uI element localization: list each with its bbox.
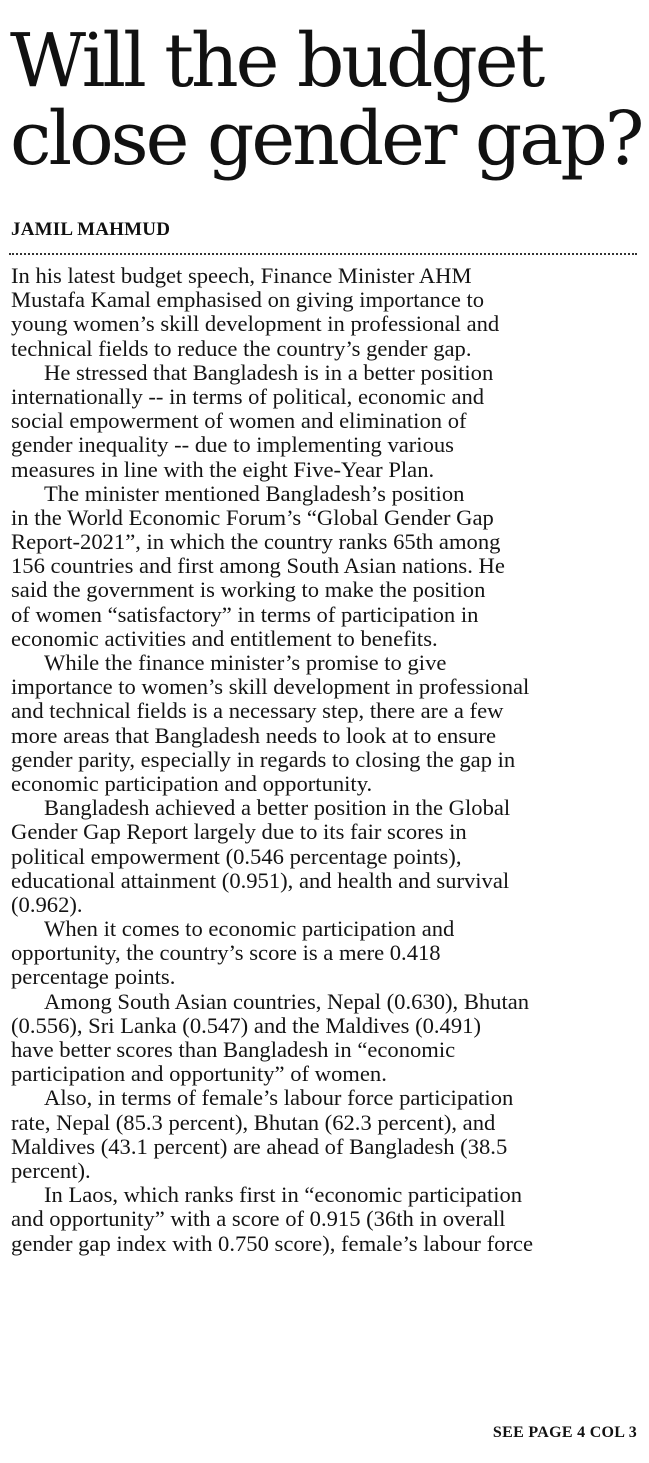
body-line: technical fields to reduce the country’s gender gap. [11,335,472,361]
headline-line-2: close gender gap? [10,96,642,182]
body-line: more areas that Bangladesh needs to look at to ensure [11,722,496,748]
body-line: In Laos, which ranks first in “economic participation [44,1182,523,1208]
body-line: of women “satisfactory” in terms of participation in [11,601,479,627]
body-line: opportunity, the country’s score is a mere 0.418 [11,940,441,966]
body-line: have better scores than Bangladesh in “economic [11,1037,456,1062]
dotted-divider [9,253,637,255]
body-line: rate, Nepal (85.3 percent), Bhutan (62.3 percent), and [11,1109,496,1135]
body-line: gender gap index with 0.750 score), female’s labour force [11,1230,533,1256]
body-line: said the government is working to make the position [11,577,486,603]
article-body [11,264,636,1256]
continuation-note: SEE PAGE 4 COL 3 [492,1424,637,1441]
body-line: Bangladesh achieved a better position in the Global [44,795,511,821]
body-line: Report-2021”, in which the country ranks 65th among [11,529,501,555]
body-line: Among South Asian countries, Nepal (0.630), Bhutan [44,988,530,1014]
body-line: 156 countries and first among South Asian nations. He [11,553,505,579]
body-line: gender parity, especially in regards to closing the gap in [11,746,516,772]
body-line: internationally -- in terms of political, economic and [11,383,485,409]
body-line: Gender Gap Report largely due to its fair scores in [11,819,467,845]
body-line: The minister mentioned Bangladesh’s position [44,480,465,506]
body-line: While the finance minister’s promise to give [44,650,447,675]
body-line: economic activities and entitlement to benefits. [11,625,438,651]
body-line: participation and opportunity” of women. [11,1061,387,1087]
body-line: Mustafa Kamal emphasised on giving importance to [11,287,485,313]
body-line: (0.962). [11,891,83,917]
body-line: political empowerment (0.546 percentage points), [11,843,462,869]
body-line: young women’s skill development in professional and [11,311,500,337]
body-line: When it comes to economic participation and [44,916,455,942]
body-line: educational attainment (0.951), and health and survival [11,867,510,893]
body-line: percent). [11,1157,91,1183]
headline-line-1: Will the budget [10,18,543,104]
body-line: In his latest budget speech, Finance Minister AHM [11,263,472,288]
body-line: (0.556), Sri Lanka (0.547) and the Maldives (0.491) [11,1012,481,1038]
byline: JAMIL MAHMUD [11,219,171,240]
body-line: economic participation and opportunity. [11,770,373,796]
body-line: Maldives (43.1 percent) are ahead of Bangladesh (38.5 [11,1133,508,1159]
body-line: importance to women’s skill development in professional [11,674,530,700]
body-line: Also, in terms of female’s labour force participation [44,1085,514,1111]
body-line: and technical fields is a necessary step, there are a few [11,698,504,724]
body-line: and opportunity” with a score of 0.915 (36th in overall [11,1206,506,1232]
body-line: gender inequality -- due to implementing various [11,432,454,458]
body-line: social empowerment of women and elimination of [11,408,467,434]
body-line: in the World Economic Forum’s “Global Gender Gap [11,504,494,530]
headline [10,18,644,182]
body-line: He stressed that Bangladesh is in a better position [44,359,494,385]
body-line: measures in line with the eight Five-Year Plan. [11,456,435,482]
body-line: percentage points. [11,964,176,990]
